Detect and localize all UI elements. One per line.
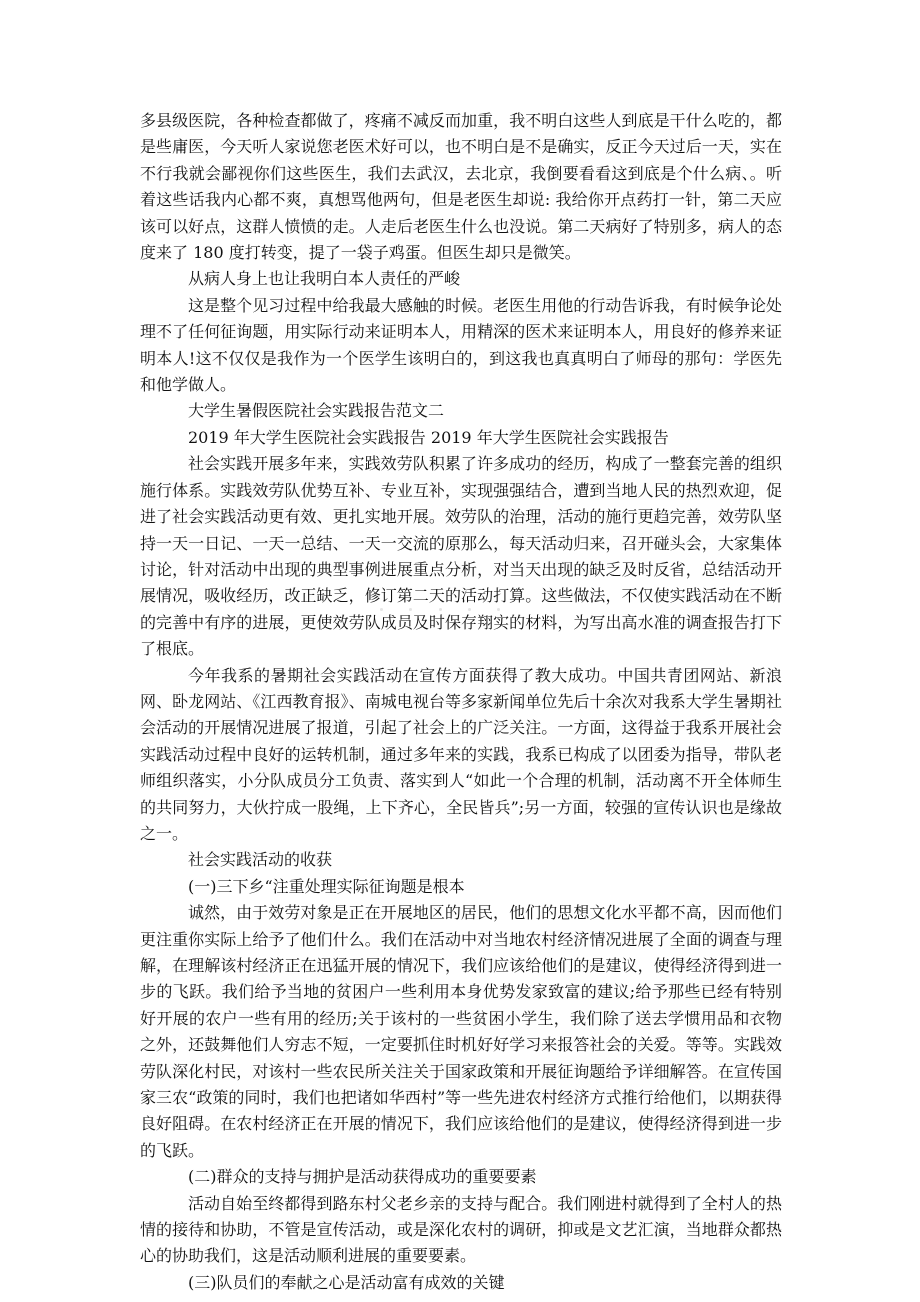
section-title-example-two: 大学生暑假医院社会实践报告范文二 — [188, 401, 445, 421]
subheading-gains: 社会实践活动的收获 — [188, 850, 333, 870]
report-title: 2019 年大学生医院社会实践报告 2019 年大学生医院社会实践报告 — [188, 427, 669, 447]
paragraph-practice-system: 社会实践开展多年来，实践效劳队积累了许多成功的经历，构成了一整套完善的组织施行体系。实践效劳队优势互补、专业互补，实现强强结合，遭到当地人民的热烈欢迎，促进了社会实践活动更有效、更扎实地开展。效劳队的治理，活动的施行更趋完善，效劳队坚持一天一日记、一天一总结、一天一交流的原那么，每天活动归来，召开碰头会，大家集体讨论，针对活动中出现的典型事例进展重点分析，对当天出现的缺乏及时反省，总结活动开展情况，吸收经历，改正缺乏，修订第二天的活动打算。这些做法，不仅使实践活动在不断的完善中有序的进展，更使效劳队成员及时保存翔实的材料，为写出高水准的调查报告打下了根底。 — [140, 454, 782, 659]
paragraph-continuation: 多县级医院，各种检查都做了，疼痛不减反而加重，我不明白这些人到底是干什么吃的，都是些庸医，今天听人家说您老医术好可以，也不明白是不是确实，反正今天过后一天，实在不行我就会鄙视你们这些医生，我们去武汉，去北京，我倒要看看这到底是个什么病、。听着这些话我内心都不爽，真想骂他两句，但是老医生却说: 我给你开点药打一针，第二天应该可以好点，这群人愤愤的走。人走后老医生什么也没说。第二天病好了特别多，病人的态度来了 180 度打转变，提了一袋子鸡蛋。但医生却只是微笑。 — [140, 111, 782, 263]
subheading-responsibility: 从病人身上也让我明白本人责任的严峻 — [188, 269, 461, 289]
paragraph-reflection: 这是整个见习过程中给我最大感触的时候。老医生用他的行动告诉我，有时候争论处理不了任何征询题，用实际行动来证明本人，用精深的医术来证明本人，用良好的修养来证明本人!这不仅仅是我作为一个医学生该明白的，到这我也真真明白了师母的那句：学医先和他学做人。 — [140, 295, 782, 395]
subheading-gain-one: (一)三下乡“注重处理实际征询题是根本 — [188, 876, 465, 896]
paragraph-publicity: 今年我系的暑期社会实践活动在宣传方面获得了教大成功。中国共青团网站、新浪网、卧龙网站、《江西教育报》、南城电视台等多家新闻单位先后十余次对我系大学生暑期社会活动的开展情况进展了报道，引起了社会上的广泛关注。一方面，这得益于我系开展社会实践活动过程中良好的运转机制，通过多年来的实践，我系已构成了以团委为指导，带队老师组织落实，小分队成员分工负责、落实到人“如此一个合理的机制，活动离不开全体师生的共同努力，大伙拧成一股绳，上下齐心，全民皆兵”;另一方面，较强的宣传认识也是缘故之一。 — [140, 665, 782, 843]
document-body — [140, 108, 782, 1296]
subheading-gain-two: (二)群众的支持与拥护是活动获得成功的重要要素 — [188, 1167, 537, 1187]
subheading-gain-three: (三)队员们的奉献之心是活动富有成效的关键 — [188, 1272, 505, 1292]
paragraph-gain-one: 诚然，由于效劳对象是正在开展地区的居民，他们的思想文化水平都不高，因而他们更注重你实际上给予了他们什么。我们在活动中对当地农村经济情况进展了全面的调查与理解，在理解该村经济正在迅猛开展的情况下，我们应该给他们的是建议，使得经济得到进一步的飞跃。我们给予当地的贫困户一些利用本身优势发家致富的建议;给予那些已经有特别好开展的农户一些有用的经历;关于该村的一些贫困小学生，我们除了送去学惯用品和衣物之外，还鼓舞他们人穷志不短，一定要抓住时机好好学习来报答社会的关爱。等等。实践效劳队深化村民，对该村一些农民所关注关于国家政策和开展征询题给予详细解答。在宣传国家三农“政策的同时，我们也把诸如华西村”等一些先进农村经济方式推行给他们，以期获得良好阻碍。在农村经济正在开展的情况下，我们应该给他们的是建议，使得经济得到进一步的飞跃。 — [140, 903, 782, 1160]
paragraph-gain-two: 活动自始至终都得到路东村父老乡亲的支持与配合。我们刚进村就得到了全村人的热情的接待和协助，不管是宣传活动，或是深化农村的调研，抑或是文艺汇演，当地群众都热心的协助我们，这是活动顺利进展的重要要素。 — [140, 1193, 782, 1266]
